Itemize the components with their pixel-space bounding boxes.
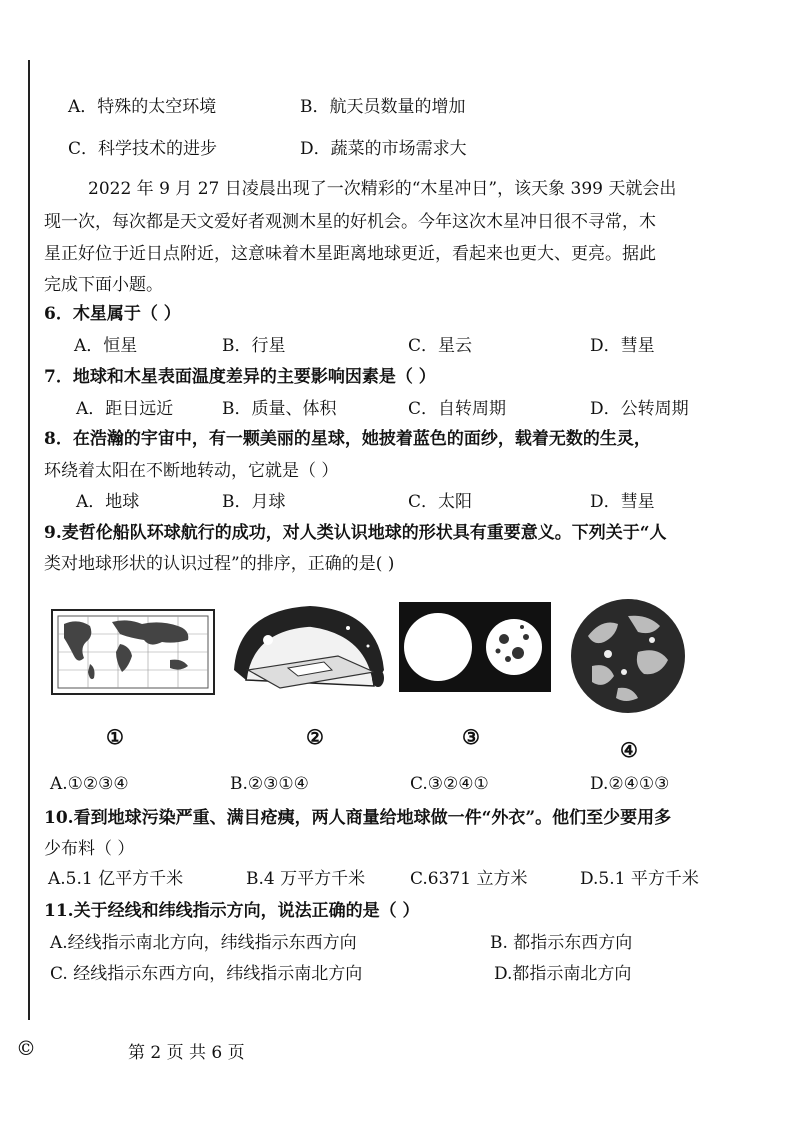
figure-label-4: ④ bbox=[620, 738, 638, 762]
q10-stem-line-2: 少布料（ ） bbox=[44, 839, 135, 859]
prev-option-b: B．航天员数量的增加 bbox=[300, 97, 466, 117]
q7-option-a: A．距日远近 bbox=[76, 399, 174, 419]
page-number: 第 2 页 共 6 页 bbox=[128, 1043, 245, 1063]
figure-2-dome-sky-model bbox=[228, 600, 392, 700]
q10-stem-line-1: 10.看到地球污染严重、满目疮痍，两人商量给地球做一件“外衣”。他们至少要用多 bbox=[44, 808, 672, 828]
q9-option-b: B.②③①④ bbox=[230, 774, 309, 794]
figure-1-world-map bbox=[50, 608, 216, 696]
q9-option-d: D.②④①③ bbox=[590, 774, 670, 794]
q11-option-d: D.都指示南北方向 bbox=[494, 964, 632, 984]
figure-label-3: ③ bbox=[462, 725, 480, 749]
prev-option-d: D．蔬菜的市场需求大 bbox=[300, 139, 467, 159]
passage-line-3: 星正好位于近日点附近，这意味着木星距离地球更近，看起来也更大、更亮。据此 bbox=[44, 244, 656, 264]
q7-option-d: D．公转周期 bbox=[590, 399, 689, 419]
binding-margin-line bbox=[28, 60, 30, 1020]
passage-line-4: 完成下面小题。 bbox=[44, 275, 163, 295]
prev-option-c: C．科学技术的进步 bbox=[68, 139, 218, 159]
q6-option-d: D．彗星 bbox=[590, 336, 655, 356]
passage-line-1: 2022 年 9 月 27 日凌晨出现了一次精彩的“木星冲日”，该天象 399 天就会出 bbox=[88, 179, 677, 199]
q9-option-a: A.①②③④ bbox=[50, 774, 129, 794]
q6-option-c: C．星云 bbox=[408, 336, 473, 356]
q11-stem: 11.关于经线和纬线指示方向，说法正确的是（ ） bbox=[44, 901, 420, 921]
q8-option-b: B．月球 bbox=[222, 492, 286, 512]
q8-option-d: D．彗星 bbox=[590, 492, 655, 512]
q7-option-b: B．质量、体积 bbox=[222, 399, 337, 419]
figure-4-earth-photo bbox=[568, 596, 688, 716]
q10-option-d: D.5.1 平方千米 bbox=[580, 869, 699, 889]
q6-option-a: A．恒星 bbox=[74, 336, 138, 356]
q7-option-c: C．自转周期 bbox=[408, 399, 507, 419]
q6-option-b: B．行星 bbox=[222, 336, 286, 356]
copyright-mark: © bbox=[16, 1036, 36, 1060]
q9-stem-line-2: 类对地球形状的认识过程”的排序，正确的是( ) bbox=[44, 554, 395, 574]
q8-stem-line-2: 环绕着太阳在不断地转动，它就是（ ） bbox=[44, 461, 339, 481]
q6-stem: 6．木星属于（ ） bbox=[44, 304, 181, 324]
q8-option-a: A．地球 bbox=[76, 492, 140, 512]
prev-option-a: A．特殊的太空环境 bbox=[68, 97, 217, 117]
q9-option-c: C.③②④① bbox=[410, 774, 489, 794]
q8-stem-line-1: 8．在浩瀚的宇宙中，有一颗美丽的星球，她披着蓝色的面纱，载着无数的生灵， bbox=[44, 429, 651, 449]
q7-stem: 7．地球和木星表面温度差异的主要影响因素是（ ） bbox=[44, 367, 436, 387]
q11-option-a: A.经线指示南北方向，纬线指示东西方向 bbox=[50, 933, 357, 953]
figure-label-2: ② bbox=[306, 725, 324, 749]
q8-option-c: C．太阳 bbox=[408, 492, 473, 512]
figure-3-two-hemispheres bbox=[398, 601, 552, 693]
passage-line-2: 现一次，每次都是天文爱好者观测木星的好机会。今年这次木星冲日很不寻常，木 bbox=[44, 212, 656, 232]
q10-option-b: B.4 万平方千米 bbox=[246, 869, 366, 889]
q9-stem-line-1: 9.麦哲伦船队环球航行的成功，对人类认识地球的形状具有重要意义。下列关于“人 bbox=[44, 523, 667, 543]
q10-option-c: C.6371 立方米 bbox=[410, 869, 528, 889]
q11-option-b: B. 都指示东西方向 bbox=[490, 933, 633, 953]
figure-label-1: ① bbox=[106, 725, 124, 749]
q10-option-a: A.5.1 亿平方千米 bbox=[48, 869, 184, 889]
q11-option-c: C. 经线指示东西方向，纬线指示南北方向 bbox=[50, 964, 363, 984]
